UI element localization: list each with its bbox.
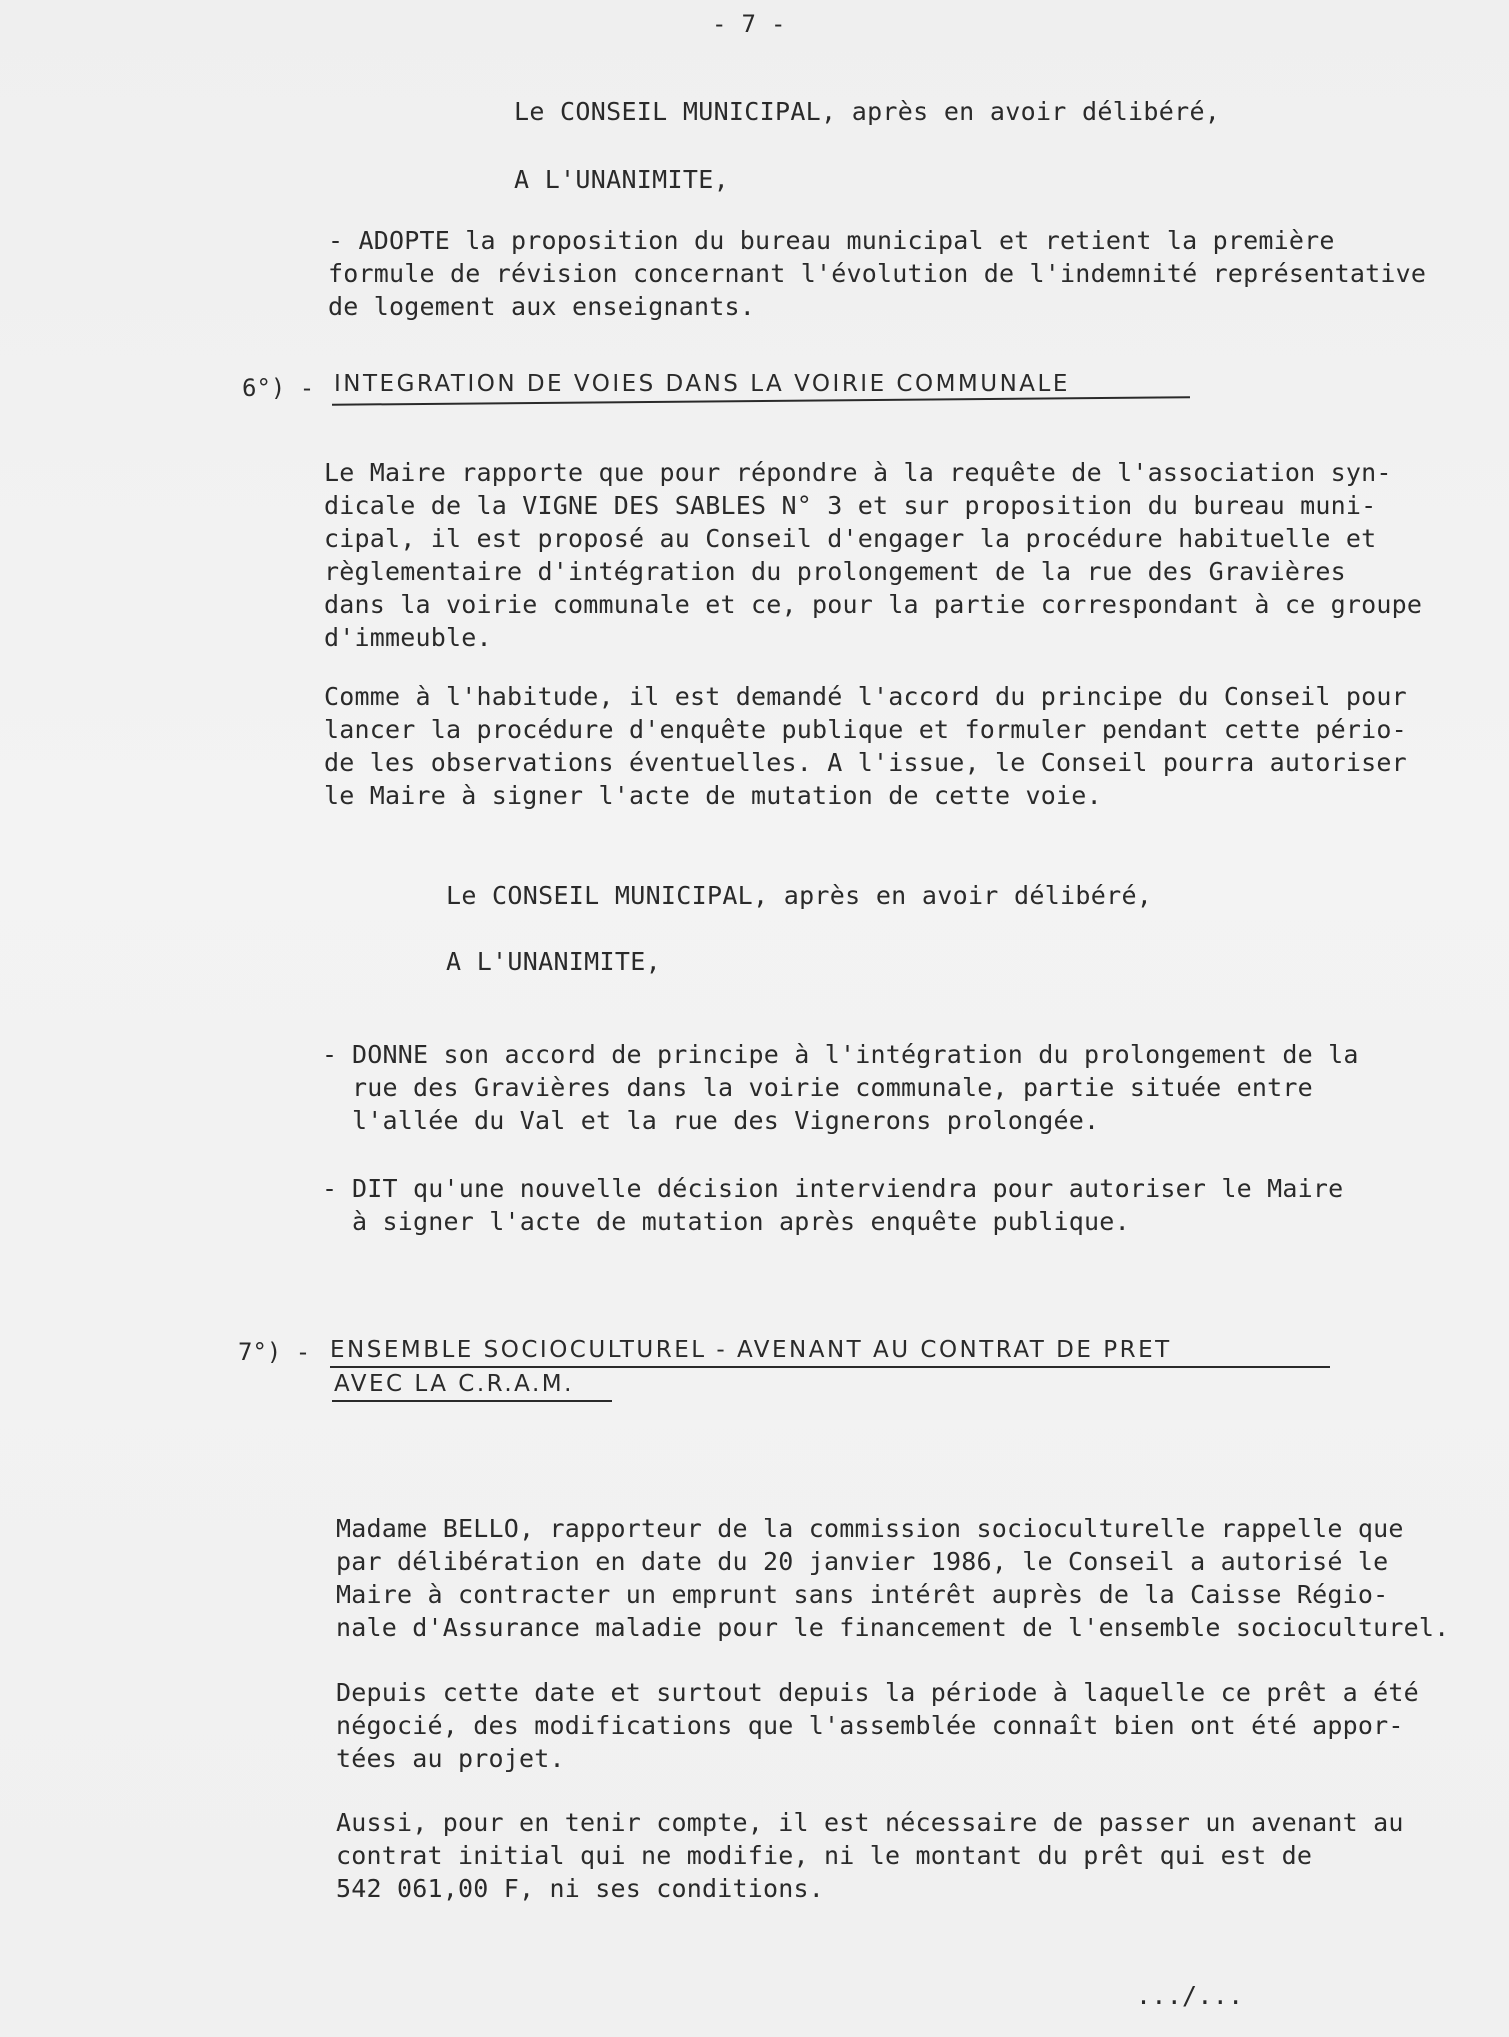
adopt-decision: - ADOPTE la proposition du bureau municipal et retient la première formule de révision concernant l'évolution de l'indemnité représentative de logement aux enseignants. <box>328 226 1427 321</box>
section-7-title-line-1: ENSEMBLE SOCIOCULTUREL - AVENANT AU CONTRAT DE PRET <box>330 1337 1172 1363</box>
new-decision-bullet: DIT qu'une nouvelle décision interviendra pour autoriser le Maire à signer l'acte de mutation après enquête publique. <box>352 1174 1344 1236</box>
section-6-paragraph-2: Comme à l'habitude, il est demandé l'accord du principe du Conseil pour lancer la procédure d'enquête publique et formuler pendant cette pério- de les observations éventuelles. A l'issue, le Conseil pourra autoriser le Maire à signer l'acte de mutation de cette voie. <box>324 682 1407 810</box>
section-7-paragraph-3: Aussi, pour en tenir compte, il est nécessaire de passer un avenant au contrat initial qui ne modifie, ni le montant du prêt qui est de 542 061,00 F, ni ses conditions. <box>336 1808 1404 1903</box>
section-7-paragraph-2: Depuis cette date et surtout depuis la période à laquelle ce prêt a été négocié, des modifications que l'assemblée connaît bien ont été appor- tées au projet. <box>336 1678 1419 1773</box>
section-7-title-line-2: AVEC LA C.R.A.M. <box>334 1371 574 1397</box>
section-7-paragraph-1: Madame BELLO, rapporteur de la commission socioculturelle rappelle que par délibération en date du 20 janvier 1986, le Conseil a autorisé le Maire à contracter un emprunt sans intérêt auprès de la Caisse Régio- nale d'Assurance maladie pour le financement de l'ensemble socioculturel. <box>336 1514 1450 1642</box>
continuation-mark: .../... <box>1136 1981 1244 2010</box>
unanimity-statement: A L'UNANIMITE, <box>514 165 729 194</box>
unanimity-statement-2: A L'UNANIMITE, <box>446 947 661 976</box>
council-statement: Le CONSEIL MUNICIPAL, après en avoir délibéré, <box>514 97 1221 126</box>
page-number: - 7 - <box>712 10 786 38</box>
section-6-title: INTEGRATION DE VOIES DANS LA VOIRIE COMMUNALE <box>334 371 1070 397</box>
bullet-dash-2: - <box>322 1174 338 1203</box>
section-7-underline-2 <box>332 1400 612 1402</box>
section-6-paragraph-1: Le Maire rapporte que pour répondre à la requête de l'association syn- dicale de la VIGNE DES SABLES N° 3 et sur proposition du bureau muni- cipal, il est proposé au Conseil d'engager la procédure habituelle et règlementaire d'intégration du prolongement de la rue des Gravières dans la voirie communale et ce, pour la partie correspondant à ce groupe d'immeuble. <box>324 458 1423 652</box>
section-6-number: 6°) - <box>242 374 315 402</box>
bullet-dash-1: - <box>322 1040 338 1069</box>
section-7-number: 7°) - <box>238 1338 311 1366</box>
give-agreement-bullet: DONNE son accord de principe à l'intégration du prolongement de la rue des Gravières dans la voirie communale, partie située entre l'allée du Val et la rue des Vignerons prolongée. <box>352 1040 1359 1135</box>
council-statement-2: Le CONSEIL MUNICIPAL, après en avoir délibéré, <box>446 881 1153 910</box>
